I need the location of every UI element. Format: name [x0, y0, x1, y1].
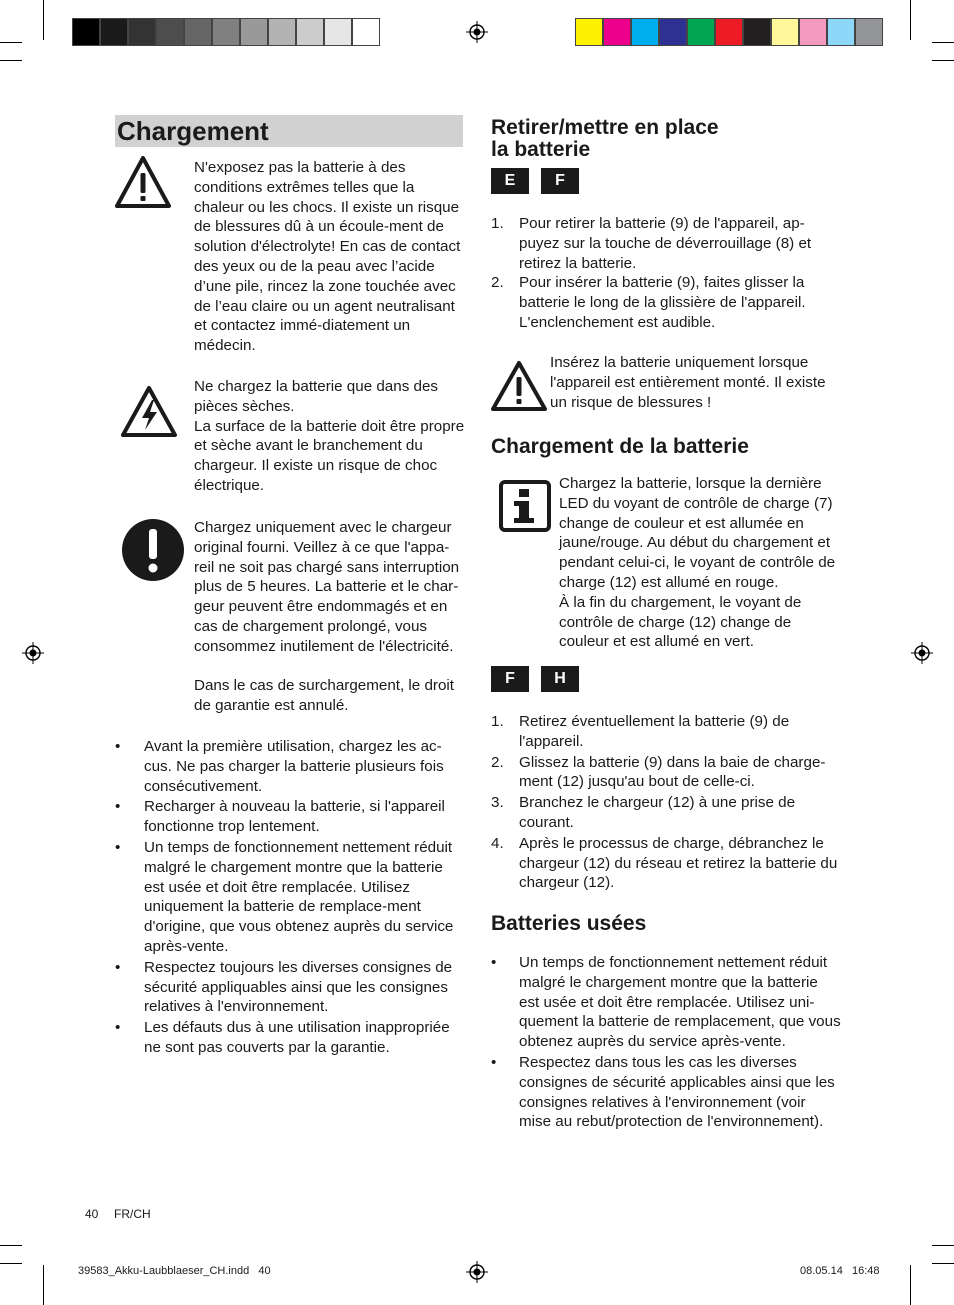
warning-assembled-text: Insérez la batterie uniquement lorsque l'appareil est entièrement monté. Il existe un risque de blessures ! [550, 354, 826, 411]
list-item: • Un temps de fonctionnement nettement réduit malgré le chargement montre que la batterie est usée et doit être remplacée. Utilisez uniquement la batterie de remplace-ment d'origine, que vous obtenez auprès du service après-vente. [115, 838, 454, 955]
section-title-chargement: Chargement [117, 116, 269, 146]
list-item: • Un temps de fonctionnement nettement réduit malgré le chargement montre que la batterie est usée et doit être remplacée. Utilisez uni-quement la batterie de remplacement, que vous obtenez auprès du service après-vente. [491, 954, 841, 1051]
crop-mark [0, 60, 22, 61]
warning-charger-text: Chargez uniquement avec le chargeur original fourni. Veillez à ce que l'appa-reil ne soit pas chargé sans interruption plus de 5 heures. La batterie et le char-geur peuvent être endommagés et en cas de chargement prolongé, vous consommez inutilement de l'électricité. [194, 519, 460, 655]
color-swatch [100, 18, 128, 46]
info-icon [499, 480, 551, 532]
color-swatch [352, 18, 380, 46]
color-swatch [240, 18, 268, 46]
color-swatch [743, 18, 771, 46]
color-swatch [212, 18, 240, 46]
section-title-bar [115, 115, 463, 147]
list-item: 3. Branchez le chargeur (12) à une prise de courant. [491, 794, 796, 831]
charging-info-text: Chargez la batterie, lorsque la dernière LED du voyant de contrôle de charge (7) change de couleur et est allumée en jaune/rouge. Au début du chargement et pendant celui-ci, le voyant de contrôle de charge (12) est allumé en rouge. À la fin du chargement, le voyant de contrôle de charge (12) change de couleur et est allumé en vert. [559, 475, 836, 651]
list-item: 1. Pour retirer la batterie (9) de l'appareil, ap-puyez sur la touche de déverrouillage (8) et retirez la batterie. [491, 215, 812, 272]
figure-ref-badge: F [541, 168, 579, 194]
crop-mark [932, 1263, 954, 1264]
registration-mark-icon [466, 1261, 488, 1283]
list-item: • Respectez dans tous les cas les diverses consignes de sécurité applicables ainsi que les consignes relatives à l'environnement (voir mise au rebut/protection de l'environnement). [491, 1053, 835, 1131]
list-item: 1. Retirez éventuellement la batterie (9) de l'appareil. [491, 713, 790, 750]
figure-ref-badge: H [541, 666, 579, 692]
color-swatch [715, 18, 743, 46]
color-swatch [128, 18, 156, 46]
list-item: 2. Glissez la batterie (9) dans la baie de charge-ment (12) jusqu'au bout de celle-ci. [491, 753, 826, 791]
figure-ref-badge: E [491, 168, 529, 194]
section-title-used-batteries: Batteries usées [491, 912, 647, 935]
color-swatch [184, 18, 212, 46]
registration-mark-icon [22, 642, 44, 664]
locale-label: FR/CH [114, 1207, 151, 1221]
color-swatch [827, 18, 855, 46]
color-swatch [296, 18, 324, 46]
crop-mark [0, 42, 22, 43]
right-bullet-list [491, 953, 841, 1132]
color-swatch [575, 18, 603, 46]
color-swatch [156, 18, 184, 46]
color-swatch [268, 18, 296, 46]
color-swatch [771, 18, 799, 46]
crop-mark [910, 0, 911, 40]
list-item: • Les défauts dus à une utilisation inappropriée ne sont pas couverts par la garantie. [115, 1019, 450, 1056]
list-item: • Recharger à nouveau la batterie, si l'appareil fonctionne trop lentement. [115, 798, 445, 836]
charging-steps [491, 712, 841, 893]
warning-dry-rooms-text: Ne chargez la batterie que dans des pièces sèches. La surface de la batterie doit être propre et sèche avant le branchement du chargeur. Il existe un risque de choc électrique. [194, 378, 465, 494]
color-swatch [631, 18, 659, 46]
indd-file-label: 39583_Akku-Laubblaeser_CH.indd 40 [78, 1265, 271, 1277]
crop-mark [932, 60, 954, 61]
left-bullet-list [115, 737, 465, 1058]
color-swatch [72, 18, 100, 46]
color-swatch [603, 18, 631, 46]
section-title-charging: Chargement de la batterie [491, 435, 749, 458]
crop-mark [43, 1265, 44, 1305]
color-swatch [324, 18, 352, 46]
print-date-label: 08.05.14 16:48 [800, 1265, 880, 1277]
crop-mark [43, 0, 44, 40]
color-swatch [799, 18, 827, 46]
registration-mark-icon [911, 642, 933, 664]
crop-mark [910, 1265, 911, 1305]
warranty-note-text: Dans le cas de surchargement, le droit de garantie est annulé. [194, 677, 455, 714]
section-title-remove-battery: Retirer/mettre en place la batterie [491, 116, 719, 161]
crop-mark [0, 1245, 22, 1246]
crop-mark [932, 42, 954, 43]
remove-battery-steps [491, 214, 841, 333]
list-item: 2. Pour insérer la batterie (9), faites glisser la batterie le long de la glissière de l'appareil. L'enclenchement est audible. [491, 274, 806, 331]
list-item: • Respectez toujours les diverses consignes de sécurité appliquables ainsi que les consignes relatives à l'environnement. [115, 958, 453, 1016]
crop-mark [0, 1263, 22, 1264]
page-number: 40 [85, 1207, 99, 1221]
color-swatch [855, 18, 883, 46]
figure-ref-badge: F [491, 666, 529, 692]
registration-mark-icon [466, 21, 488, 43]
color-swatch [687, 18, 715, 46]
list-item: • Avant la première utilisation, chargez les ac-cus. Ne pas charger la batterie plusieurs fois consécutivement. [115, 738, 444, 795]
list-item: 4. Après le processus de charge, débranchez le chargeur (12) du réseau et retirez la batterie du chargeur (12). [491, 834, 838, 892]
crop-mark [932, 1245, 954, 1246]
exclamation-circle-icon [121, 518, 185, 582]
electric-shock-warning-icon [120, 385, 178, 439]
warning-triangle-icon [490, 360, 548, 412]
warning-triangle-icon [114, 155, 172, 210]
warning-heat-text: N'exposez pas la batterie à des conditions extrêmes telles que la chaleur ou les chocs. Il existe un risque de blessures dû à un écoule-ment de solution d'électrolyte! En cas de contact des yeux ou de la peau avec l’acide d’une pile, rincez la zone touchée avec de l’eau claire ou un agent neutralisant et contactez immé-diatement un médecin. [194, 159, 461, 355]
color-swatch [659, 18, 687, 46]
